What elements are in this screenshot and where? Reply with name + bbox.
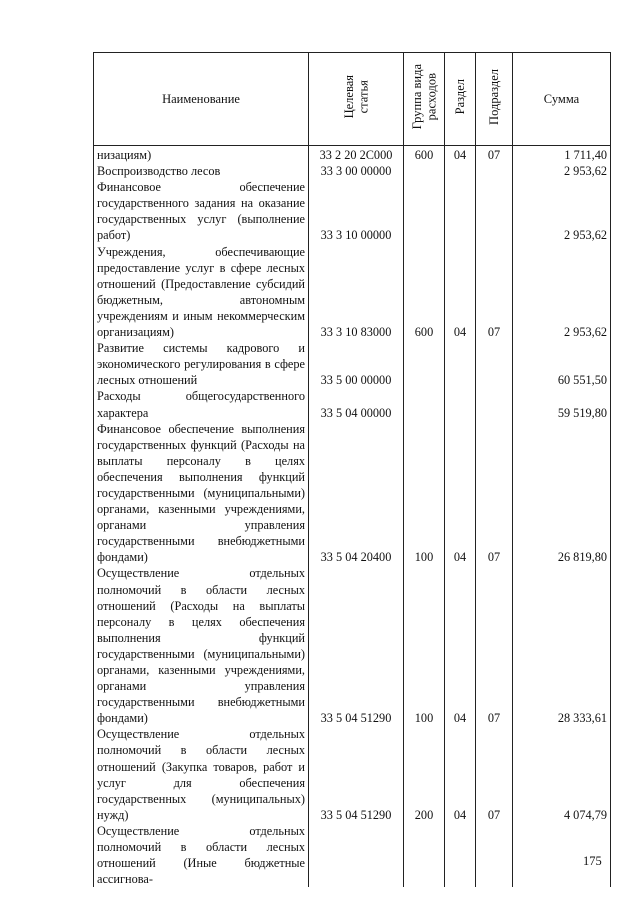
cell-expense-group — [404, 340, 445, 388]
cell-subsection — [476, 179, 513, 243]
table-row — [94, 244, 611, 341]
cell-name: Воспроизводство лесов — [94, 163, 309, 179]
cell-name: Осуществление отдельных полномочий в области лесных отношений (Расходы на выплаты персоналу в целях обеспечения выполнения функций государственными (муниципальными) органами, казенными учреждениями, органами управления государственными внебюджетными фондами) — [94, 565, 309, 726]
cell-name: Осуществление отдельных полномочий в области лесных отношений (Закупка товаров, работ и услуг для обеспечения государственных (муниципальных) нужд) — [94, 726, 309, 823]
cell-sum: 2 953,62 — [513, 244, 611, 341]
table-row — [94, 163, 611, 179]
cell-expense-group — [404, 179, 445, 243]
table-row — [94, 565, 611, 726]
cell-section: 04 — [445, 421, 476, 566]
cell-sum: 2 953,62 — [513, 179, 611, 243]
cell-target-article: 33 5 04 20400 — [309, 421, 404, 566]
budget-table — [93, 52, 611, 887]
cell-expense-group: 100 — [404, 565, 445, 726]
cell-subsection: 07 — [476, 244, 513, 341]
cell-subsection: 07 — [476, 146, 513, 164]
cell-expense-group — [404, 388, 445, 420]
cell-expense-group: 600 — [404, 244, 445, 341]
cell-subsection: 07 — [476, 565, 513, 726]
cell-section — [445, 179, 476, 243]
cell-name: Осуществление отдельных полномочий в области лесных отношений (Иные бюджетные ассигнова- — [94, 823, 309, 887]
cell-section: 04 — [445, 726, 476, 823]
cell-name: Финансовое обеспечение государственного задания на оказание государственных услуг (выполнение работ) — [94, 179, 309, 243]
header-target-article — [309, 53, 404, 146]
table-row — [94, 146, 611, 164]
cell-subsection — [476, 340, 513, 388]
cell-target-article: 33 5 04 51290 — [309, 565, 404, 726]
cell-sum: 26 819,80 — [513, 421, 611, 566]
header-section-label: Раздел — [452, 79, 467, 115]
page-number: 175 — [583, 854, 602, 868]
cell-expense-group: 100 — [404, 421, 445, 566]
cell-section: 04 — [445, 244, 476, 341]
cell-sum: 4 074,79 — [513, 726, 611, 823]
cell-expense-group — [404, 163, 445, 179]
table-row — [94, 388, 611, 420]
cell-sum: 2 953,62 — [513, 163, 611, 179]
header-row — [94, 53, 611, 146]
header-group-label: Группа вида расходов — [409, 64, 438, 130]
table-row — [94, 340, 611, 388]
cell-section: 04 — [445, 565, 476, 726]
cell-subsection — [476, 388, 513, 420]
cell-sum: 28 333,61 — [513, 565, 611, 726]
cell-section — [445, 388, 476, 420]
cell-sum: 60 551,50 — [513, 340, 611, 388]
cell-name: низациям) — [94, 146, 309, 164]
header-sum: Сумма — [513, 53, 611, 146]
header-name: Наименование — [94, 53, 309, 146]
cell-target-article: 33 3 10 83000 — [309, 244, 404, 341]
cell-subsection — [476, 163, 513, 179]
header-code-label: Целевая статья — [341, 75, 370, 119]
cell-target-article: 33 2 20 2С000 — [309, 146, 404, 164]
table-row — [94, 823, 611, 887]
header-section — [445, 53, 476, 146]
cell-subsection — [476, 823, 513, 887]
header-subsection — [476, 53, 513, 146]
cell-sum: 1 711,40 — [513, 146, 611, 164]
cell-expense-group — [404, 823, 445, 887]
cell-section — [445, 163, 476, 179]
cell-target-article: 33 5 00 00000 — [309, 340, 404, 388]
header-subsection-label: Подраздел — [486, 69, 501, 125]
cell-target-article: 33 3 10 00000 — [309, 179, 404, 243]
table-row — [94, 179, 611, 243]
cell-subsection: 07 — [476, 726, 513, 823]
table-row — [94, 726, 611, 823]
cell-name: Развитие системы кадрового и экономического регулирования в сфере лесных отношений — [94, 340, 309, 388]
cell-name: Расходы общегосударственного характера — [94, 388, 309, 420]
cell-target-article: 33 3 00 00000 — [309, 163, 404, 179]
table-row — [94, 421, 611, 566]
cell-expense-group: 600 — [404, 146, 445, 164]
cell-section — [445, 823, 476, 887]
cell-subsection: 07 — [476, 421, 513, 566]
cell-target-article: 33 5 04 00000 — [309, 388, 404, 420]
cell-section — [445, 340, 476, 388]
cell-sum: 59 519,80 — [513, 388, 611, 420]
cell-name: Учреждения, обеспечивающие предоставление услуг в сфере лесных отношений (Предоставление субсидий бюджетным, автономным учреждениям и иным некоммерческим организациям) — [94, 244, 309, 341]
header-expense-group — [404, 53, 445, 146]
cell-target-article: 33 5 04 51290 — [309, 726, 404, 823]
cell-expense-group: 200 — [404, 726, 445, 823]
cell-target-article — [309, 823, 404, 887]
cell-section: 04 — [445, 146, 476, 164]
cell-name: Финансовое обеспечение выполнения государственных функций (Расходы на выплаты персоналу в целях обеспечения выполнения функций государственными (муниципальными) органами, казенными учреждениями, органами управления государственными внебюджетными фондами) — [94, 421, 309, 566]
